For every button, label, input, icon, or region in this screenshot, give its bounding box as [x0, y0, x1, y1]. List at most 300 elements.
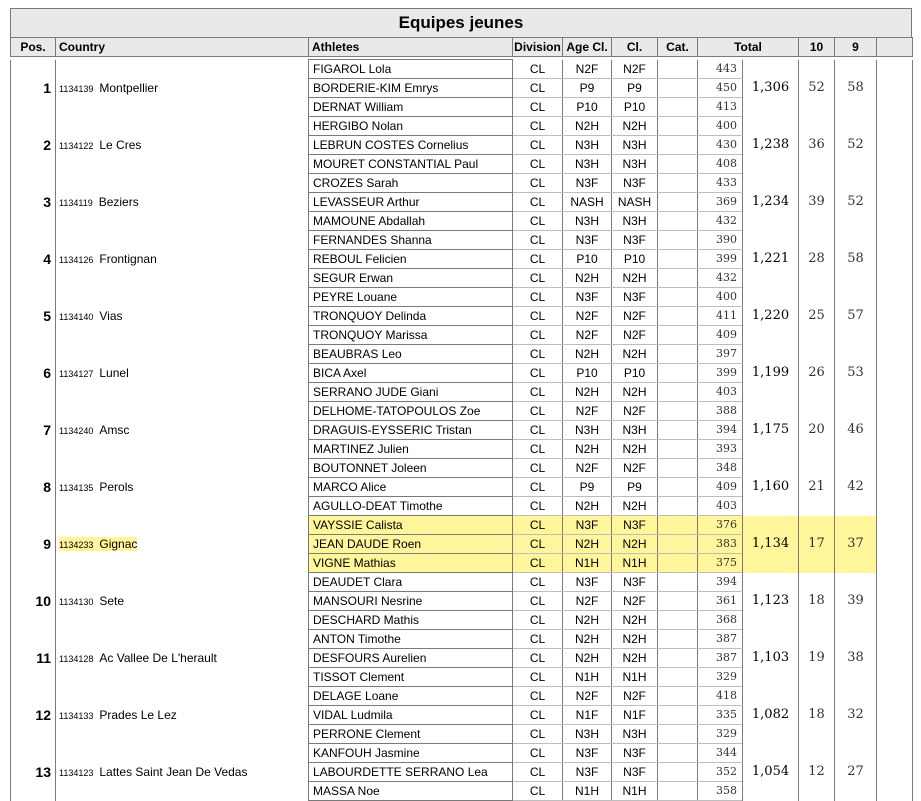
athlete-category [658, 592, 698, 611]
athlete-age-class: N3H [563, 155, 612, 174]
athlete-name: SEGUR Erwan [309, 269, 513, 288]
team-total: 1,238 [743, 117, 799, 174]
team-country [56, 288, 309, 345]
athlete-score: 390 [698, 231, 743, 250]
athlete-score: 335 [698, 706, 743, 725]
athlete-class: N2F [612, 307, 658, 326]
athlete-age-class: P10 [563, 364, 612, 383]
team-total: 1,221 [743, 231, 799, 288]
team-club-name: Montpellier [99, 80, 159, 95]
athlete-age-class: N2F [563, 402, 612, 421]
athlete-row [11, 174, 913, 193]
team-code: 1134233 [59, 539, 94, 550]
athlete-age-class: N2H [563, 440, 612, 459]
results-table [10, 37, 913, 801]
athlete-class: N3F [612, 763, 658, 782]
team-blank-cell [877, 117, 913, 174]
athlete-division: CL [513, 516, 563, 535]
athlete-category [658, 136, 698, 155]
athlete-division: CL [513, 497, 563, 516]
athlete-category [658, 98, 698, 117]
athlete-name: DEAUDET Clara [309, 573, 513, 592]
athlete-name: CROZES Sarah [309, 174, 513, 193]
team-country [56, 630, 309, 687]
athlete-score: 394 [698, 573, 743, 592]
team-country-label [59, 195, 139, 209]
header-age-class: Age Cl. [563, 38, 612, 57]
athlete-class: P9 [612, 79, 658, 98]
team-total: 1,160 [743, 459, 799, 516]
athlete-score: 450 [698, 79, 743, 98]
athlete-division: CL [513, 630, 563, 649]
athlete-division: CL [513, 611, 563, 630]
team-country-label [59, 423, 129, 437]
athlete-division: CL [513, 345, 563, 364]
athlete-division: CL [513, 421, 563, 440]
header-blank [877, 38, 913, 57]
athlete-category [658, 440, 698, 459]
athlete-name: REBOUL Felicien [309, 250, 513, 269]
athlete-name: DELHOME-TATOPOULOS Zoe [309, 402, 513, 421]
athlete-category [658, 60, 698, 79]
team-blank-cell [877, 630, 913, 687]
team-position: 6 [11, 345, 56, 402]
athlete-score: 376 [698, 516, 743, 535]
athlete-score: 399 [698, 364, 743, 383]
team-code: 1134133 [59, 710, 94, 721]
athlete-age-class: N3F [563, 573, 612, 592]
athlete-score: 393 [698, 440, 743, 459]
athlete-category [658, 497, 698, 516]
team-country-label [59, 765, 247, 779]
athlete-name: HERGIBO Nolan [309, 117, 513, 136]
team-total: 1,134 [743, 516, 799, 573]
athlete-row [11, 402, 913, 421]
team-code: 1134139 [59, 83, 94, 94]
athlete-class: N3H [612, 212, 658, 231]
athlete-name: VIGNE Mathias [309, 554, 513, 573]
athlete-age-class: N2H [563, 630, 612, 649]
athlete-score: 352 [698, 763, 743, 782]
team-country-label [59, 480, 133, 494]
athlete-row [11, 231, 913, 250]
athlete-score: 361 [698, 592, 743, 611]
athlete-division: CL [513, 383, 563, 402]
team-nines: 37 [835, 516, 877, 573]
athlete-class: P9 [612, 478, 658, 497]
athlete-category [658, 459, 698, 478]
team-club-name: Beziers [98, 194, 139, 209]
team-nines: 52 [835, 117, 877, 174]
athlete-category [658, 668, 698, 687]
athlete-class: N1H [612, 668, 658, 687]
team-tens: 19 [799, 630, 835, 687]
team-position: 9 [11, 516, 56, 573]
team-tens: 20 [799, 402, 835, 459]
athlete-division: CL [513, 364, 563, 383]
team-country-label [59, 366, 129, 380]
athlete-division: CL [513, 136, 563, 155]
team-club-name: Ac Vallee De L'herault [99, 650, 217, 665]
athlete-class: N3F [612, 174, 658, 193]
team-nines: 52 [835, 174, 877, 231]
athlete-age-class: P10 [563, 98, 612, 117]
athlete-row [11, 573, 913, 592]
team-country-label [59, 651, 217, 665]
team-country-label [59, 252, 157, 266]
athlete-name: MAMOUNE Abdallah [309, 212, 513, 231]
athlete-score: 383 [698, 535, 743, 554]
athlete-class: N2H [612, 117, 658, 136]
athlete-category [658, 345, 698, 364]
athlete-category [658, 193, 698, 212]
team-tens: 26 [799, 345, 835, 402]
athlete-name: LEVASSEUR Arthur [309, 193, 513, 212]
team-country [56, 516, 309, 573]
athlete-division: CL [513, 706, 563, 725]
athlete-score: 408 [698, 155, 743, 174]
athlete-score: 432 [698, 212, 743, 231]
athlete-category [658, 79, 698, 98]
athlete-class: N2H [612, 440, 658, 459]
athlete-category [658, 326, 698, 345]
athlete-class: N3H [612, 421, 658, 440]
team-nines: 27 [835, 744, 877, 801]
header-athletes: Athletes [309, 38, 513, 57]
team-nines: 58 [835, 231, 877, 288]
athlete-score: 369 [698, 193, 743, 212]
team-position: 1 [11, 60, 56, 117]
athlete-category [658, 744, 698, 763]
athlete-division: CL [513, 573, 563, 592]
team-tens: 17 [799, 516, 835, 573]
athlete-category [658, 383, 698, 402]
team-total: 1,175 [743, 402, 799, 459]
athlete-name: FIGAROL Lola [309, 60, 513, 79]
team-club-name: Perols [99, 479, 134, 494]
athlete-name: LABOURDETTE SERRANO Lea [309, 763, 513, 782]
athlete-age-class: P10 [563, 250, 612, 269]
athlete-category [658, 421, 698, 440]
athlete-division: CL [513, 98, 563, 117]
athlete-age-class: N1H [563, 554, 612, 573]
team-club-name: Vias [99, 308, 123, 323]
athlete-class: N2H [612, 630, 658, 649]
team-tens: 21 [799, 459, 835, 516]
team-blank-cell [877, 345, 913, 402]
athlete-score: 358 [698, 782, 743, 801]
athlete-age-class: N2F [563, 307, 612, 326]
athlete-name: MASSA Noe [309, 782, 513, 801]
athlete-name: DESFOURS Aurelien [309, 649, 513, 668]
athlete-age-class: N1F [563, 706, 612, 725]
athlete-category [658, 725, 698, 744]
athlete-name: ANTON Timothe [309, 630, 513, 649]
athlete-name: PERRONE Clement [309, 725, 513, 744]
athlete-score: 388 [698, 402, 743, 421]
athlete-score: 387 [698, 630, 743, 649]
athlete-name: MANSOURI Nesrine [309, 592, 513, 611]
athlete-age-class: N3F [563, 231, 612, 250]
team-club-name: Le Cres [99, 137, 142, 152]
athlete-class: NASH [612, 193, 658, 212]
header-division: Division [513, 38, 563, 57]
team-position: 11 [11, 630, 56, 687]
athlete-name: DESCHARD Mathis [309, 611, 513, 630]
athlete-age-class: N1H [563, 668, 612, 687]
team-tens: 28 [799, 231, 835, 288]
athlete-category [658, 212, 698, 231]
header-row [11, 38, 913, 57]
athlete-row [11, 744, 913, 763]
athlete-division: CL [513, 649, 563, 668]
team-country [56, 60, 309, 117]
team-club-name: Lunel [99, 365, 129, 380]
athlete-name: MARCO Alice [309, 478, 513, 497]
header-total: Total [698, 38, 799, 57]
athlete-class: N2F [612, 326, 658, 345]
athlete-category [658, 573, 698, 592]
athlete-score: 400 [698, 117, 743, 136]
athlete-score: 411 [698, 307, 743, 326]
athlete-class: N3F [612, 573, 658, 592]
athlete-age-class: P9 [563, 79, 612, 98]
athlete-class: N2H [612, 345, 658, 364]
athlete-division: CL [513, 763, 563, 782]
athlete-score: 397 [698, 345, 743, 364]
team-country [56, 459, 309, 516]
team-total: 1,306 [743, 60, 799, 117]
athlete-name: DRAGUIS-EYSSERIC Tristan [309, 421, 513, 440]
athlete-name: MARTINEZ Julien [309, 440, 513, 459]
athlete-category [658, 307, 698, 326]
athlete-category [658, 117, 698, 136]
team-position: 13 [11, 744, 56, 801]
team-position: 2 [11, 117, 56, 174]
athlete-division: CL [513, 725, 563, 744]
header-class: Cl. [612, 38, 658, 57]
team-total: 1,082 [743, 687, 799, 744]
athlete-category [658, 478, 698, 497]
athlete-age-class: N3F [563, 288, 612, 307]
athlete-division: CL [513, 79, 563, 98]
team-position: 8 [11, 459, 56, 516]
athlete-age-class: P9 [563, 478, 612, 497]
team-tens: 36 [799, 117, 835, 174]
athlete-age-class: N3H [563, 212, 612, 231]
athlete-category [658, 535, 698, 554]
athlete-class: P10 [612, 364, 658, 383]
athlete-category [658, 687, 698, 706]
athlete-class: N2H [612, 269, 658, 288]
athlete-category [658, 630, 698, 649]
athlete-class: N1F [612, 706, 658, 725]
athlete-score: 430 [698, 136, 743, 155]
athlete-category [658, 155, 698, 174]
athlete-class: N2F [612, 60, 658, 79]
results-sheet [10, 8, 912, 801]
team-club-name: Lattes Saint Jean De Vedas [99, 764, 248, 779]
athlete-category [658, 706, 698, 725]
athlete-score: 368 [698, 611, 743, 630]
athlete-row [11, 117, 913, 136]
athlete-class: N3F [612, 231, 658, 250]
athlete-score: 409 [698, 478, 743, 497]
team-country-label [59, 138, 141, 152]
athlete-class: N2H [612, 535, 658, 554]
header-category: Cat. [658, 38, 698, 57]
athlete-age-class: N2F [563, 592, 612, 611]
team-nines: 42 [835, 459, 877, 516]
athlete-name: AGULLO-DEAT Timothe [309, 497, 513, 516]
team-total: 1,220 [743, 288, 799, 345]
team-club-name: Prades Le Lez [99, 707, 177, 722]
athlete-age-class: N2H [563, 117, 612, 136]
athlete-division: CL [513, 288, 563, 307]
athlete-class: N2F [612, 687, 658, 706]
athlete-class: P10 [612, 98, 658, 117]
athlete-name: TISSOT Clement [309, 668, 513, 687]
team-position: 7 [11, 402, 56, 459]
athlete-name: KANFOUH Jasmine [309, 744, 513, 763]
athlete-division: CL [513, 212, 563, 231]
athlete-name: BOUTONNET Joleen [309, 459, 513, 478]
athlete-age-class: N2H [563, 535, 612, 554]
team-blank-cell [877, 744, 913, 801]
athlete-age-class: N2H [563, 649, 612, 668]
results-body [11, 60, 913, 801]
athlete-score: 433 [698, 174, 743, 193]
team-country [56, 117, 309, 174]
team-position: 4 [11, 231, 56, 288]
athlete-name: BORDERIE-KIM Emrys [309, 79, 513, 98]
athlete-category [658, 649, 698, 668]
team-club-name: Amsc [99, 422, 130, 437]
athlete-age-class: N2F [563, 459, 612, 478]
athlete-name: LEBRUN COSTES Cornelius [309, 136, 513, 155]
athlete-row [11, 60, 913, 79]
header-tens: 10 [799, 38, 835, 57]
athlete-class: N2F [612, 402, 658, 421]
athlete-age-class: N3F [563, 744, 612, 763]
team-code: 1134240 [59, 425, 94, 436]
athlete-name: BICA Axel [309, 364, 513, 383]
athlete-row [11, 687, 913, 706]
athlete-name: SERRANO JUDE Giani [309, 383, 513, 402]
athlete-age-class: N2F [563, 60, 612, 79]
athlete-score: 348 [698, 459, 743, 478]
team-code: 1134128 [59, 653, 94, 664]
athlete-age-class: N3F [563, 174, 612, 193]
athlete-score: 413 [698, 98, 743, 117]
team-nines: 46 [835, 402, 877, 459]
athlete-division: CL [513, 174, 563, 193]
athlete-division: CL [513, 60, 563, 79]
athlete-class: N3H [612, 725, 658, 744]
team-code: 1134123 [59, 767, 94, 778]
team-club-name: Gignac [99, 536, 138, 551]
team-code: 1134140 [59, 311, 94, 322]
athlete-division: CL [513, 193, 563, 212]
athlete-row [11, 459, 913, 478]
header-nines: 9 [835, 38, 877, 57]
team-blank-cell [877, 459, 913, 516]
athlete-score: 403 [698, 383, 743, 402]
team-tens: 12 [799, 744, 835, 801]
athlete-division: CL [513, 269, 563, 288]
athlete-class: N1H [612, 782, 658, 801]
athlete-class: N2F [612, 592, 658, 611]
athlete-name: VAYSSIE Calista [309, 516, 513, 535]
team-position: 12 [11, 687, 56, 744]
team-country [56, 231, 309, 288]
team-position: 3 [11, 174, 56, 231]
athlete-score: 344 [698, 744, 743, 763]
athlete-name: FERNANDES Shanna [309, 231, 513, 250]
team-position: 5 [11, 288, 56, 345]
athlete-division: CL [513, 155, 563, 174]
team-blank-cell [877, 687, 913, 744]
team-country [56, 687, 309, 744]
athlete-category [658, 763, 698, 782]
athlete-category [658, 554, 698, 573]
athlete-division: CL [513, 307, 563, 326]
athlete-name: TRONQUOY Delinda [309, 307, 513, 326]
athlete-score: 329 [698, 725, 743, 744]
team-total: 1,199 [743, 345, 799, 402]
team-total: 1,054 [743, 744, 799, 801]
athlete-category [658, 174, 698, 193]
team-nines: 38 [835, 630, 877, 687]
athlete-class: N2F [612, 459, 658, 478]
athlete-age-class: N3H [563, 136, 612, 155]
athlete-age-class: N3F [563, 763, 612, 782]
athlete-score: 432 [698, 269, 743, 288]
team-tens: 18 [799, 687, 835, 744]
athlete-score: 399 [698, 250, 743, 269]
athlete-division: CL [513, 478, 563, 497]
athlete-age-class: N3H [563, 725, 612, 744]
team-blank-cell [877, 174, 913, 231]
team-code: 1134135 [59, 482, 94, 493]
athlete-division: CL [513, 782, 563, 801]
athlete-row [11, 516, 913, 535]
athlete-class: N2H [612, 497, 658, 516]
athlete-class: N2H [612, 383, 658, 402]
team-blank-cell [877, 60, 913, 117]
athlete-class: N3H [612, 155, 658, 174]
team-tens: 52 [799, 60, 835, 117]
athlete-name: PEYRE Louane [309, 288, 513, 307]
athlete-category [658, 611, 698, 630]
athlete-age-class: N2H [563, 497, 612, 516]
athlete-row [11, 288, 913, 307]
table-title: Equipes jeunes [10, 8, 912, 37]
athlete-division: CL [513, 459, 563, 478]
athlete-category [658, 288, 698, 307]
athlete-class: N2H [612, 611, 658, 630]
team-country [56, 402, 309, 459]
athlete-class: N3F [612, 288, 658, 307]
team-nines: 57 [835, 288, 877, 345]
team-tens: 39 [799, 174, 835, 231]
athlete-division: CL [513, 554, 563, 573]
team-club-name: Sete [99, 593, 125, 608]
team-code: 1134119 [59, 197, 93, 208]
athlete-score: 375 [698, 554, 743, 573]
athlete-class: N3H [612, 136, 658, 155]
athlete-class: N3F [612, 744, 658, 763]
